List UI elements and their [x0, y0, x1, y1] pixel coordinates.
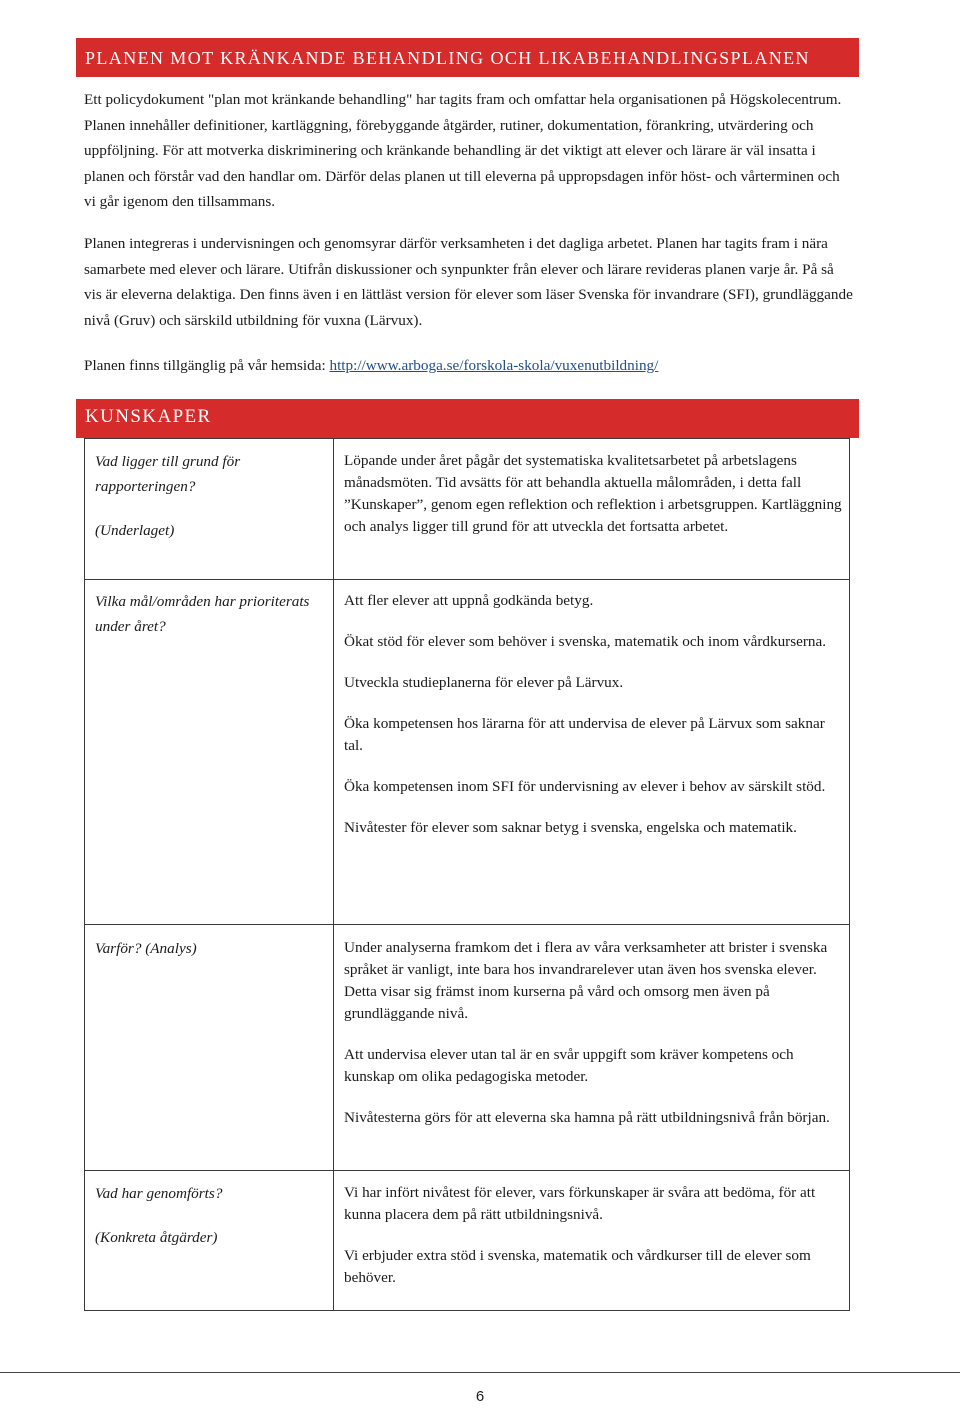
section-heading-plan: PLANEN MOT KRÄNKANDE BEHANDLING OCH LIKABEHANDLINGSPLANEN: [76, 38, 859, 77]
answer-text: Nivåtesterna görs för att eleverna ska hamna på rätt utbildningsnivå från början.: [344, 1109, 830, 1126]
table-row-3-answer: [344, 937, 844, 1148]
question-subtext: (Underlaget): [95, 522, 175, 539]
answer-text: Under analyserna framkom det i flera av våra verksamheter att brister i svenska språket är vanligt, inte bara hos invandrarelever utan även hos svenska elever. Detta visar sig främst inom kurserna på vård och omsorg men även på grundläggande nivå.: [344, 939, 828, 1022]
answer-text: Öka kompetensen hos lärarna för att undervisa de elever på Lärvux som saknar tal.: [344, 715, 825, 754]
paragraph-website: [84, 353, 854, 379]
answer-text: Nivåtester för elever som saknar betyg i svenska, engelska och matematik.: [344, 819, 797, 836]
answer-text: Utveckla studieplanerna för elever på Lärvux.: [344, 674, 624, 691]
table-row-3-question: [95, 936, 325, 980]
answer-text: Ökat stöd för elever som behöver i svenska, matematik och inom vårdkurserna.: [344, 633, 827, 650]
question-text: Vad har genomförts?: [95, 1185, 223, 1202]
website-link[interactable]: http://www.arboga.se/forskola-skola/vuxenutbildning/: [329, 357, 659, 374]
paragraph-integration: Planen integreras i undervisningen och genomsyrar därför verksamheten i det dagliga arbetet. Planen har tagits fram i nära samarbete med elever och lärare. Utifrån diskussioner och synpunkter från elever och lärare revideras planen varje år. På så vis är eleverna delaktiga. Den finns även i en lättläst version för elever som läser Svenska för invandrare (SFI), grundläggande nivå (Gruv) och särskild utbildning för vuxna (Lärvux).: [84, 235, 853, 329]
answer-text: Att fler elever att uppnå godkända betyg.: [344, 592, 594, 609]
page-number: 6: [475, 1388, 485, 1405]
table-row-2-answer: [344, 590, 844, 858]
table-row-divider: [84, 1170, 850, 1171]
answer-text: Löpande under året pågår det systematiska kvalitetsarbetet på arbetslagens månadsmöten. Tid avsätts för att behandla aktuella målområden, i detta fall ”Kunskaper”, genom egen reflektion och reflektion i arbetsgruppen. Kartläggning och analys ligger till grund för att utveckla det fortsatta arbetet.: [344, 452, 842, 535]
table-row-1-answer: [344, 450, 844, 557]
question-text: Vilka mål/områden har prioriterats under året?: [95, 593, 310, 635]
question-text: Varför? (Analys): [95, 940, 197, 957]
answer-text: Öka kompetensen inom SFI för undervisning av elever i behov av särskilt stöd.: [344, 778, 826, 795]
section-heading-kunskaper: KUNSKAPER: [76, 399, 859, 438]
footer-divider: [0, 1372, 960, 1373]
table-row-divider: [84, 924, 850, 925]
table-row-1-question: [95, 449, 325, 562]
paragraph-policy: Ett policydokument "plan mot kränkande behandling" har tagits fram och omfattar hela organisationen på Högskolecentrum. Planen innehåller definitioner, kartläggning, förebyggande åtgärder, rutiner, dokumentation, förankring, utvärdering och uppföljning. För att motverka diskriminering och kränkande behandling är det viktigt att elever och lärare är väl insatta i planen och förstår vad den handlar om. Därför delas planen ut till eleverna på uppropsdagen inför höst- och vårterminen och vi går igenom den tillsammans.: [84, 91, 842, 210]
table-row-2-question: [95, 589, 325, 658]
table-row-4-answer: [344, 1182, 844, 1308]
table-row-divider: [84, 579, 850, 580]
website-prefix: Planen finns tillgänglig på vår hemsida:: [84, 357, 330, 374]
question-text: Vad ligger till grund för rapporteringen?: [95, 453, 241, 495]
table-column-divider: [333, 438, 334, 1311]
answer-text: Att undervisa elever utan tal är en svår uppgift som kräver kompetens och kunskap om olika pedagogiska metoder.: [344, 1046, 794, 1085]
question-subtext: (Konkreta åtgärder): [95, 1229, 218, 1246]
table-row-4-question: [95, 1181, 325, 1269]
answer-text: Vi har infört nivåtest för elever, vars förkunskaper är svåra att bedöma, för att kunna placera dem på rätt utbildningsnivå.: [344, 1184, 816, 1223]
answer-text: Vi erbjuder extra stöd i svenska, matematik och vårdkurser till de elever som behöver.: [344, 1247, 811, 1286]
